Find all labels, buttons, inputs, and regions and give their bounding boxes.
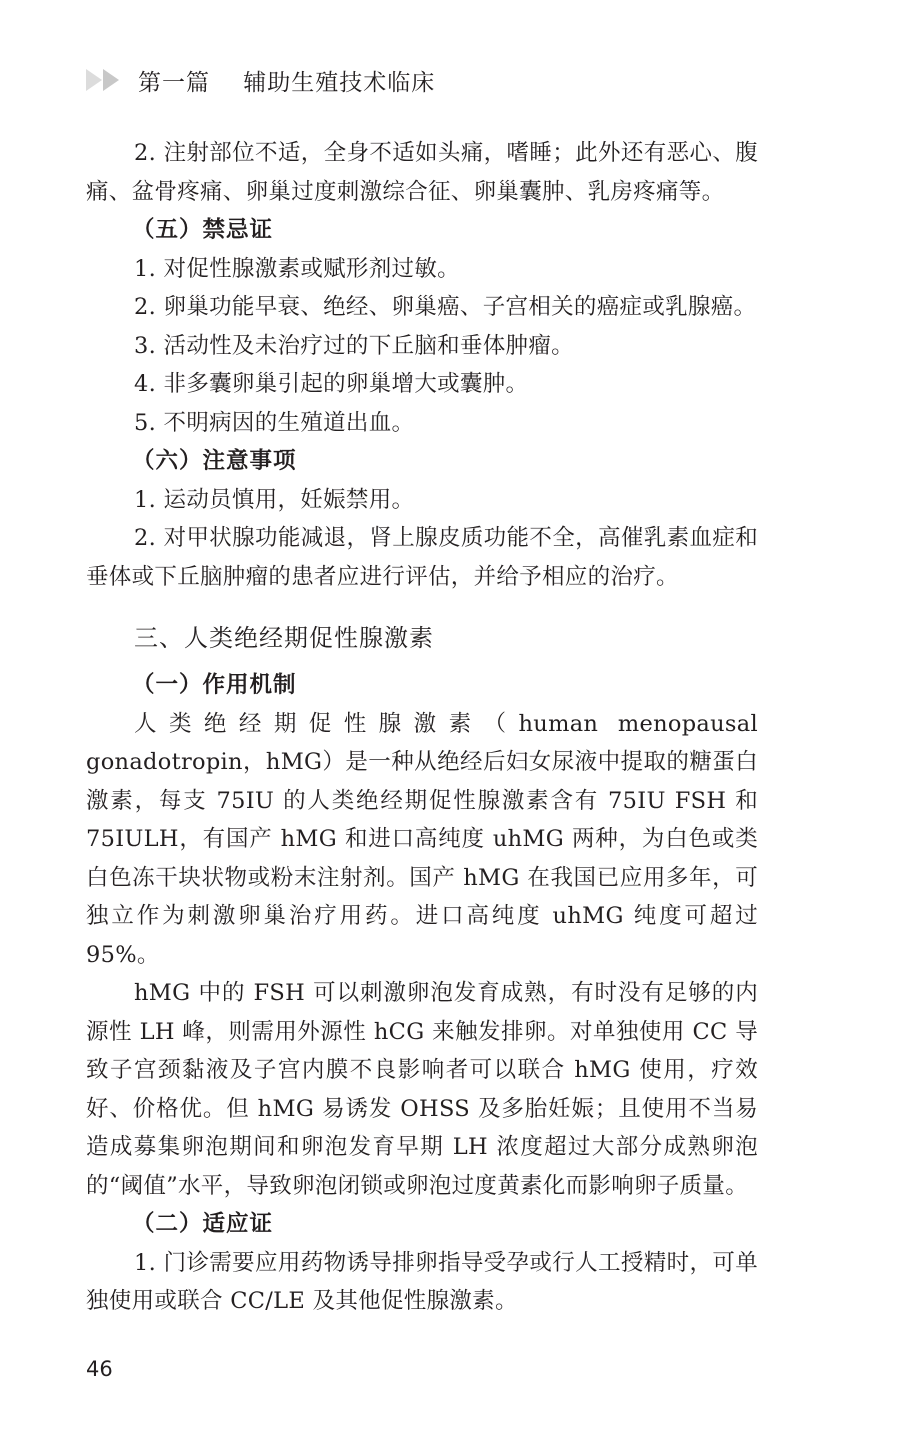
list-item: 2. 卵巢功能早衰、绝经、卵巢癌、子宫相关的癌症或乳腺癌。 [134, 294, 757, 320]
page-body [86, 134, 758, 1321]
list-item: 2. 对甲状腺功能减退，肾上腺皮质功能不全，高催乳素血症和垂体或下丘脑肿瘤的患者应进行评估，并给予相应的治疗。 [86, 525, 758, 590]
subheading-precautions: （六）注意事项 [132, 448, 297, 474]
section-heading-hmg: 三、人类绝经期促性腺激素 [134, 624, 434, 652]
subheading-indications: （二）适应证 [132, 1211, 274, 1237]
running-header [86, 62, 435, 98]
list-item: 1. 对促性腺激素或赋形剂过敏。 [134, 255, 460, 282]
paragraph-side-effects-2: 2. 注射部位不适，全身不适如头痛，嗜睡；此外还有恶心、腹痛、盆骨疼痛、卵巢过度刺激综合征、卵巢囊肿、乳房疼痛等。 [86, 140, 758, 205]
page-number: 46 [86, 1357, 113, 1381]
double-chevron-icon [86, 69, 120, 91]
paragraph-hmg-definition: 人类绝经期促性腺激素（human menopausal gonadotropin，hMG）是一种从绝经后妇女尿液中提取的糖蛋白激素，每支 75IU 的人类绝经期促性腺激素含有 75IU FSH 和 75IULH，有国产 hMG 和进口高纯度 uhMG 两种，为白色或类白色冻干块状物或粉末注射剂。国产 hMG 在我国已应用多年，可独立作为刺激卵巢治疗用药。进口高纯度 uhMG 纯度可超过 95%。 [86, 710, 758, 968]
list-item: 1. 运动员慎用，妊娠禁用。 [134, 486, 415, 513]
list-item: 3. 活动性及未治疗过的下丘脑和垂体肿瘤。 [134, 332, 574, 359]
list-item: 4. 非多囊卵巢引起的卵巢增大或囊肿。 [134, 371, 529, 397]
list-item: 5. 不明病因的生殖道出血。 [134, 409, 415, 436]
subheading-contraindications: （五）禁忌证 [132, 217, 274, 243]
subheading-mechanism: （一）作用机制 [132, 672, 297, 698]
list-item: 1. 门诊需要应用药物诱导排卵指导受孕或行人工授精时，可单独使用或联合 CC/LE 及其他促性腺激素。 [86, 1249, 758, 1314]
paragraph-hmg-fsh: hMG 中的 FSH 可以刺激卵泡发育成熟，有时没有足够的内源性 LH 峰，则需用外源性 hCG 来触发排卵。对单独使用 CC 导致子宫颈黏液及子宫内膜不良影响者可以联合 hMG 使用，疗效好、价格优。但 hMG 易诱发 OHSS 及多胎妊娠；且使用不当易造成募集卵泡期间和卵泡发育早期 LH 浓度超过大部分成熟卵泡的“阈值”水平，导致卵泡闭锁或卵泡过度黄素化而影响卵子质量。 [86, 980, 758, 1199]
header-title: 第一篇 辅助生殖技术临床 [138, 69, 436, 96]
